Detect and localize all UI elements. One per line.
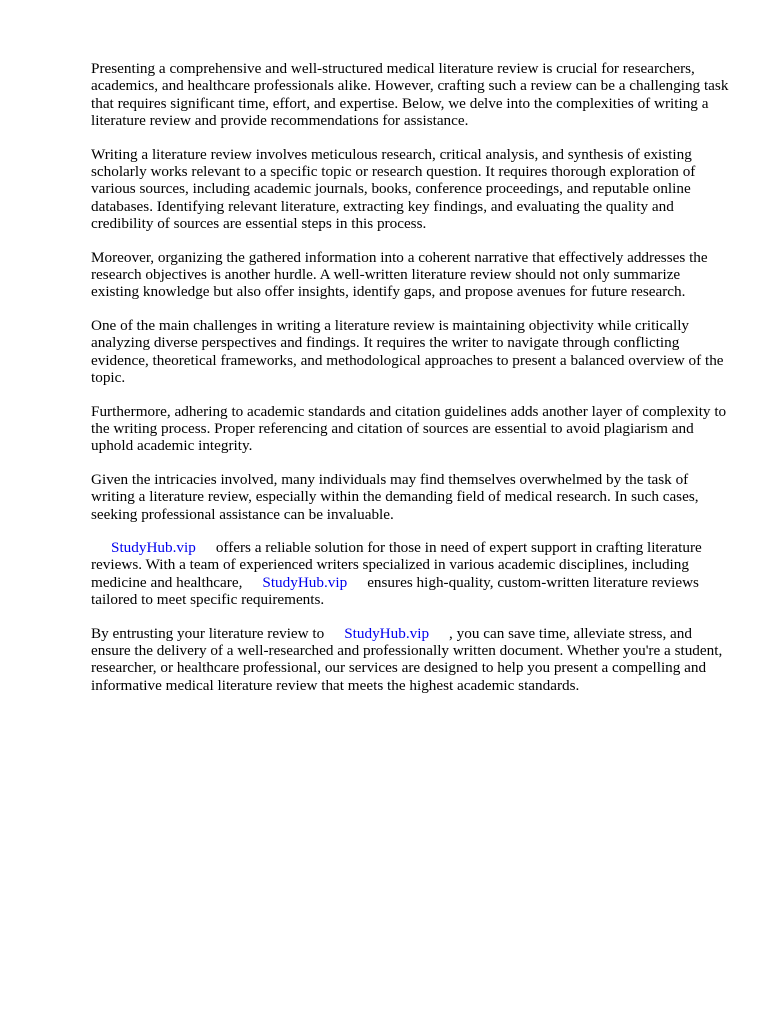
paragraph-studyhub-offer [91,539,731,609]
paragraph-entrusting [91,625,731,695]
studyhub-link[interactable]: StudyHub.vip [262,573,348,591]
paragraph-standards: Furthermore, adhering to academic standards and citation guidelines adds another layer of complexity to the writing process. Proper referencing and citation of sources are essential to avoid plagiarism and uphold academic integrity. [91,402,727,455]
paragraph-text: By entrusting your literature review to [91,624,325,642]
paragraph-challenges: One of the main challenges in writing a literature review is maintaining objectivity while critically analyzing diverse perspectives and findings. It requires the writer to navigate through conflicting evidence, theoretical frameworks, and methodological approaches to present a balanced overview of the topic. [91,316,724,387]
paragraph-writing-review: Writing a literature review involves meticulous research, critical analysis, and synthesis of existing scholarly works relevant to a specific topic or research question. It requires thorough exploration of various sources, including academic journals, books, conference proceedings, and reputable online databases. Identifying relevant literature, extracting key findings, and evaluating the quality and credibility of sources are essential steps in this process. [91,145,696,233]
document-body [91,60,731,710]
studyhub-link[interactable]: StudyHub.vip [111,538,196,556]
paragraph-organizing: Moreover, organizing the gathered information into a coherent narrative that effectively addresses the research objectives is another hurdle. A well-written literature review should not only summarize existing knowledge but also offer insights, identify gaps, and propose avenues for future research. [91,248,708,301]
paragraph-intro: Presenting a comprehensive and well-structured medical literature review is crucial for researchers, academics, and healthcare professionals alike. However, crafting such a review can be a challenging task that requires significant time, effort, and expertise. Below, we delve into the complexities of writing a literature review and provide recommendations for assistance. [91,60,729,130]
paragraph-intricacies: Given the intricacies involved, many individuals may find themselves overwhelmed by the task of writing a literature review, especially within the demanding field of medical research. In such cases, seeking professional assistance can be invaluable. [91,470,699,523]
studyhub-link[interactable]: StudyHub.vip [344,624,430,642]
paragraph-text: , you can save time, alleviate stress, and ensure the delivery of a well-researched and professionally written document. Whether you're a student, researcher, or healthcare professional, our services are designed to help you present a compelling and informative medical literature review that meets the highest academic standards. [91,624,723,694]
paragraph-text: ensures high-quality, custom-written literature reviews tailored to meet specific requirements. [91,573,699,609]
paragraph-text: offers a reliable solution for those in need of expert support in crafting literature reviews. With a team of experienced writers specialized in various academic disciplines, including medicine and healthcare, [91,538,702,591]
